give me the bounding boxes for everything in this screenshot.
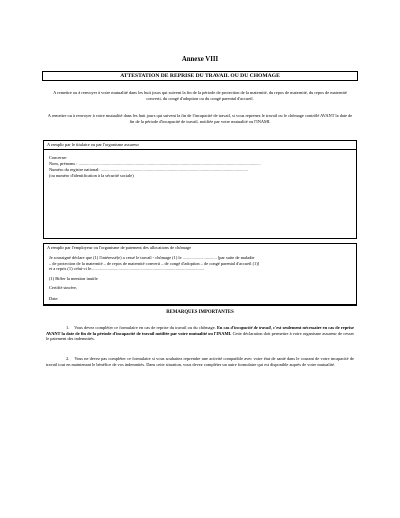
remark-1-bold-2: c'est seulement nécessaire en cas de reprise AVANT la date de fin de la période d'incapacité de travail notifiée par votre mutualité ou l'INAMI. [46,325,354,336]
annex-title: Annexe VIII [181,56,219,63]
strike-note: (1) Biffer la mention inutile [49,276,98,281]
holder-section-header: A remplir par le titulaire ou par l'organisme assureur [44,141,356,150]
remark-1-bold: En cas [216,325,230,330]
name-field: Nom, prénoms : ...................................................................................................................................................................... [49,161,261,166]
intro-paragraph-2: A remettre ou à renvoyer à votre mutualité dans les huit jours qui suivent la fin de l'incapacité de travail, si vous reprenez le travail ou le chômage contrôlé AVANT la date de fin de la période d'incapacité de travail, notifiée par votre mutualité ou l'INAMI. [47,113,353,124]
remark-1 [46,325,354,342]
remark-1-end: Cette déclaration doit permettre à votre organisme assureur de cesser le paiement des indemnités. [46,330,354,342]
remark-1-number: 1. [66,325,70,330]
concerne-label: Concerne: [49,155,68,160]
employer-section-body [43,250,357,306]
certified-label: Certifié sincère, [49,285,78,290]
declaration-line-1: Je soussigné déclare que (1) l'intéressé(e) a cessé le travail - chômage (1) le ............................... [par suite de maladie [49,255,255,260]
declaration-line-2: – de protection de la maternité – de repos de maternité converti – de congé d'adoption – de congé parental d'accueil (1)] [49,260,260,266]
holder-section [43,140,357,239]
declaration-line-3: et a repris (1) celui-ci le....................................................................................................... [49,266,205,271]
intro-paragraph-1: A remettre ou à renvoyer à votre mutualité dans les huit jours qui suivent la fin de la période de protection de la maternité, du repos de maternité, du repos de maternité converti, du congé d'adoption ou du congé parental d'accueil. [53,90,347,101]
national-register-field: Numéro du registre national: ...................................................................................................................................... [49,167,248,172]
remark-1-italic: d'incapacité de travail, [230,325,272,330]
remark-2 [46,356,354,367]
employer-section-header: A remplir par l'employeur ou l'organisme de paiement des allocations de chômage [47,245,192,250]
form-title: ATTESTATION DE REPRISE DU TRAVAIL OU DU CHOMAGE [42,71,358,81]
remarks-title: REMARQUES IMPORTANTES [166,310,234,315]
date-label: Date: [49,296,59,301]
national-register-note: (ou numéro d'identification à la sécurité sociale) [49,173,134,178]
remark-1-text: Vous devez compléter ce formulaire en cas de reprise du travail ou du chômage. [74,325,216,330]
remark-2-number: 2. [66,356,70,361]
remark-2-text: Vous ne devez pas compléter ce formulaire si vous souhaitez reprendre une activité compatible avec votre état de santé dans le courant de votre incapacité de travail tout en maintenant le bénéfice de vos indemnités. Dans cette situation, vous devez compléter un autre formulaire qui est disponible auprès de votre mutualité. [46,356,354,367]
